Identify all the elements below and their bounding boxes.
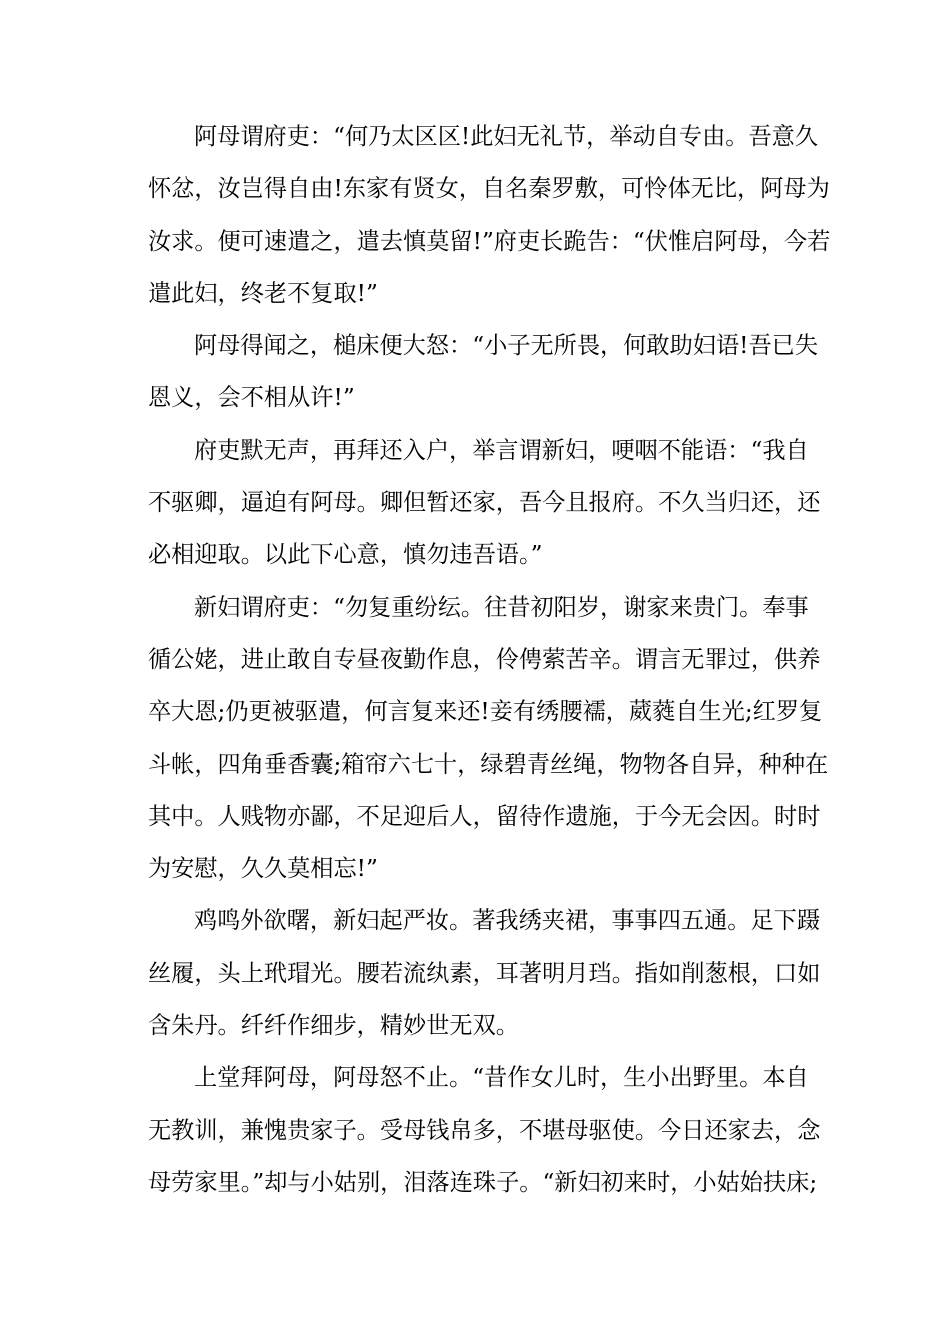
text-line: 新妇谓府吏：“勿复重纷纭。往昔初阳岁，谢家来贵门。奉事 — [194, 593, 809, 621]
text-line: 阿母得闻之，槌床便大怒：“小子无所畏，何敢助妇语!吾已失 — [194, 332, 819, 360]
text-line: 含朱丹。纤纤作细步，精妙世无双。 — [148, 1012, 519, 1040]
text-line: 其中。人贱物亦鄙，不足迎后人，留待作遗施，于今无会因。时时 — [148, 802, 821, 830]
text-line: 斗帐，四角垂香囊;箱帘六七十，绿碧青丝绳，物物各自异，种种在 — [148, 750, 829, 778]
text-line: 为安慰，久久莫相忘!” — [148, 855, 378, 883]
paragraph-3 — [148, 425, 821, 582]
text-line: 恩义，会不相从许!” — [148, 384, 355, 412]
paragraph-2 — [148, 320, 819, 425]
text-line: 无教训，兼愧贵家子。受母钱帛多，不堪母驱使。今日还家去，念 — [148, 1116, 821, 1144]
text-line: 阿母谓府吏：“何乃太区区!此妇无礼节，举动自专由。吾意久 — [194, 123, 819, 150]
text-line: 卒大恩;仍更被驱遣，何言复来还!妾有绣腰襦，葳蕤自生光;红罗复 — [148, 698, 823, 726]
paragraph-4 — [148, 582, 829, 896]
paragraph-6 — [148, 1052, 821, 1209]
document-page — [148, 111, 831, 1209]
paragraph-1 — [148, 111, 831, 320]
text-line: 怀忿，汝岂得自由!东家有贤女，自名秦罗敷，可怜体无比，阿母为 — [148, 175, 830, 203]
text-line: 母劳家里。”却与小姑别，泪落连珠子。“新妇初来时，小姑始扶床; — [148, 1168, 818, 1196]
text-line: 遣此妇，终老不复取!” — [148, 279, 378, 307]
text-line: 不驱卿，逼迫有阿母。卿但暂还家，吾今且报府。不久当归还，还 — [148, 489, 821, 517]
text-line: 鸡鸣外欲曙，新妇起严妆。著我绣夹裙，事事四五通。足下蹑 — [194, 907, 821, 935]
text-line: 循公姥，进止敢自专昼夜勤作息，伶俜萦苦辛。谓言无罪过，供养 — [148, 645, 821, 673]
text-line: 必相迎取。以此下心意，慎勿违吾语。” — [148, 541, 543, 569]
text-line: 汝求。便可速遣之，遣去慎莫留!”府吏长跪告：“伏惟启阿母，今若 — [148, 227, 831, 255]
text-line: 上堂拜阿母，阿母怒不止。“昔作女儿时，生小出野里。本自 — [194, 1064, 809, 1092]
text-line: 府吏默无声，再拜还入户，举言谓新妇，哽咽不能语：“我自 — [194, 436, 809, 464]
text-line: 丝履，头上玳瑁光。腰若流纨素，耳著明月珰。指如削葱根，口如 — [148, 959, 821, 987]
paragraph-5 — [148, 895, 821, 1052]
